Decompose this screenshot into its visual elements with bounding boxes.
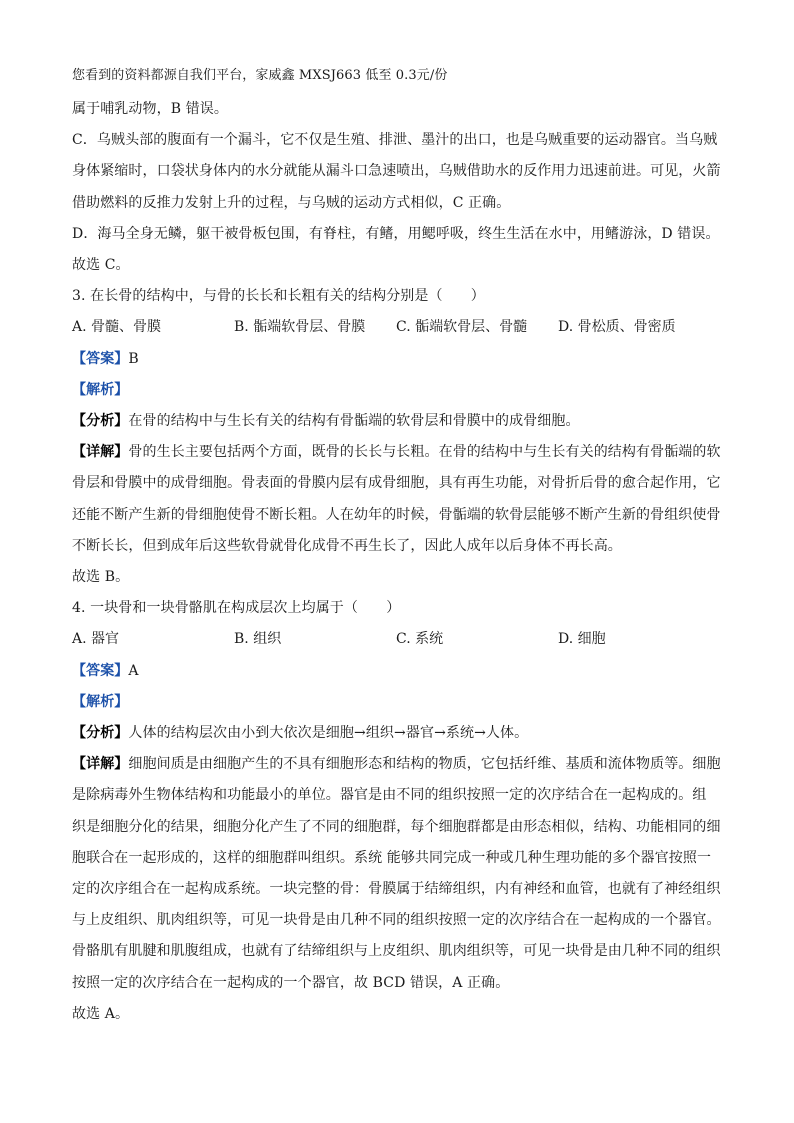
question-4 (72, 593, 722, 1030)
question-stem: 3. 在长骨的结构中，与骨的长长和长粗有关的结构分别是（ ） (72, 288, 485, 305)
question-stem: 4. 一块骨和一块骨骼肌在构成层次上均属于（ ） (72, 600, 401, 617)
analysis-tag: 【解析】 (72, 693, 129, 710)
answer-line (72, 344, 722, 375)
text-line: C．乌贼头部的腹面有一个漏斗，它不仅是生殖、排泄、墨汁的出口，也是乌贼重要的运动器官。当乌贼 (72, 132, 718, 149)
analysis-heading (72, 687, 722, 718)
option-a: A. 骨髓、骨膜 (72, 319, 162, 336)
fenxi-text: 人体的结构层次由小到大依次是细胞→组织→器官→系统→人体。 (128, 725, 529, 742)
conclusion: 故选 A。 (72, 1005, 130, 1022)
xiangjie-line (72, 749, 722, 780)
analysis-tag: 【解析】 (72, 381, 129, 398)
text-line: 骨层和骨膜中的成骨细胞。骨表面的骨膜内层有成骨细胞，具有再生功能，对骨折后骨的愈合起作用，它 (72, 475, 721, 492)
text-line: 身体紧缩时，口袋状身体内的水分就能从漏斗口急速喷出，乌贼借助水的反作用力迅速前进。可见，火箭 (72, 163, 721, 180)
text-line: 织是细胞分化的结果，细胞分化产生了不同的细胞群，每个细胞群都是由形态相似，结构、功能相同的细 (72, 818, 721, 835)
text-line: 还能不断产生新的骨细胞使骨不断长粗。人在幼年的时候，骨骺端的软骨层能够不断产生新的骨组织使骨 (72, 506, 721, 523)
option-b: B. 组织 (234, 631, 282, 648)
q2-tail (72, 94, 722, 281)
fenxi-tag: 【分析】 (72, 413, 129, 430)
text-line: 按照一定的次序结合在一起构成的一个器官，故 BCD 错误，A 正确。 (72, 974, 510, 991)
analysis-heading (72, 375, 722, 406)
text-line: 定的次序组合在一起构成系统。一块完整的骨：骨膜属于结缔组织，内有神经和血管，也就有了神经组织 (72, 881, 721, 898)
text-line: D．海马全身无鳞，躯干被骨板包围，有脊柱，有鳍，用鳃呼吸，终生生活在水中，用鳍游泳，D 错误。 (72, 225, 720, 242)
answer-value: B (128, 350, 139, 367)
answer-value: A (128, 662, 139, 679)
option-row (72, 312, 722, 343)
text-line: 借助燃料的反推力发射上升的过程，与乌贼的运动方式相似，C 正确。 (72, 194, 511, 211)
fenxi-line (72, 406, 722, 437)
text-line: 故选 C。 (72, 257, 130, 274)
xiangjie-line (72, 437, 722, 468)
option-c: C. 骺端软骨层、骨髓 (396, 319, 528, 336)
source-header: 您看到的资料都源自我们平台，家威鑫 MXSJ663 低至 0.3元/份 (72, 68, 448, 83)
fenxi-tag: 【分析】 (72, 725, 129, 742)
option-row (72, 624, 722, 655)
xiangjie-tag: 【详解】 (72, 444, 129, 461)
text-line: 不断长长，但到成年后这些软骨就骨化成骨不再生长了，因此人成年以后身体不再长高。 (72, 537, 622, 554)
fenxi-line (72, 718, 722, 749)
question-3 (72, 281, 722, 593)
answer-line (72, 656, 722, 687)
option-a: A. 器官 (72, 631, 120, 648)
text-line: 属于哺乳动物，B 错误。 (72, 101, 228, 117)
conclusion: 故选 B。 (72, 569, 130, 586)
option-d: D. 骨松质、骨密质 (558, 319, 676, 336)
xiangjie-tag: 【详解】 (72, 756, 129, 773)
answer-tag: 【答案】 (72, 350, 129, 367)
text-line: 与上皮组织、肌肉组织等，可见一块骨是由几种不同的组织按照一定的次序结合在一起构成的一个器官。 (72, 912, 721, 929)
option-c: C. 系统 (396, 631, 444, 648)
text-line: 胞联合在一起形成的，这样的细胞群叫组织。系统 能够共同完成一种或几种生理功能的多个器官按照一 (72, 849, 712, 866)
option-b: B. 骺端软骨层、骨膜 (234, 319, 366, 336)
text-line: 骨骼肌有肌腱和肌腹组成，也就有了结缔组织与上皮组织、肌肉组织等，可见一块骨是由几种不同的组织 (72, 943, 721, 960)
option-d: D. 细胞 (558, 631, 606, 648)
answer-tag: 【答案】 (72, 662, 129, 679)
text-line: 是除病毒外生物体结构和功能最小的单位。器官是由不同的组织按照一定的次序结合在一起构成的。组 (72, 787, 707, 804)
document-page (72, 62, 722, 1030)
xiangjie-text: 骨的生长主要包括两个方面，既骨的长长与长粗。在骨的结构中与生长有关的结构有骨骺端的软 (128, 444, 721, 461)
xiangjie-text: 细胞间质是由细胞产生的不具有细胞形态和结构的物质，它包括纤维、基质和流体物质等。细胞 (128, 756, 721, 773)
fenxi-text: 在骨的结构中与生长有关的结构有骨骺端的软骨层和骨膜中的成骨细胞。 (128, 413, 580, 430)
